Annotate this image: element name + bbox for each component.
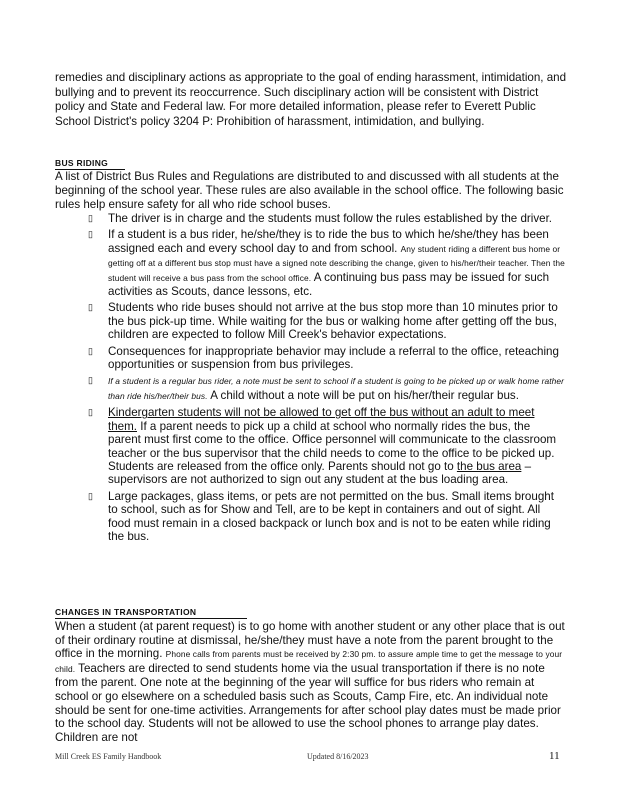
bullet-icon: ▯	[88, 407, 93, 418]
changes-small-text: Phone calls from parents must be received by 2:30 pm. to assure ample time to get the message to your child.	[55, 649, 563, 674]
list-item	[88, 406, 566, 486]
footer-updated-date: Updated 8/16/2023	[307, 752, 369, 761]
changes-paragraph	[55, 620, 567, 744]
section-heading-bus-riding	[55, 158, 125, 170]
heading-text: CHANGES IN TRANSPORTATION	[55, 607, 247, 619]
rule-underlined-text-2: the bus area	[456, 459, 522, 473]
rule-text: If a parent needs to pick up a child at school who normally rides the bus, the parent must first come to the office. Office personnel will communicate to the classroom teacher or the bus supervisor that the child needs to come to the office to be picked up. Students are released from the office only. Parents should not go to	[108, 419, 557, 473]
bullet-icon: ▯	[88, 345, 93, 356]
rule-small-text: Any student riding a different bus home or getting off at a different bus stop must have a signed note describing the change, given to his/her/their teacher. Then the student will receive a bus pass from the school office.	[108, 243, 565, 283]
list-item	[88, 374, 566, 403]
heading-text: BUS RIDING	[55, 158, 125, 170]
list-item	[88, 212, 566, 225]
bullet-icon: ▯	[88, 490, 93, 501]
section-heading-changes-in-transportation	[55, 607, 247, 619]
rule-italic-text: If a student is a regular bus rider, a note must be sent to school if a student is going to be picked up or walk home rather than ride his/her/their bus.	[108, 376, 565, 401]
list-item	[88, 490, 566, 544]
rule-text: The driver is in charge and the students must follow the rules established by the driver.	[108, 212, 553, 225]
rule-underlined-text: Kindergarten students will not be allowed to get off the bus without an adult to meet them.	[108, 406, 535, 433]
bus-rules-list	[88, 212, 566, 546]
rule-tail-text: – supervisors are not authorized to sign out any student at the bus loading area.	[108, 459, 532, 487]
rule-text: Students who ride buses should not arrive at the bus stop more than 10 minutes prior to the bus pick-up time. While waiting for the bus or walking home after getting off the bus, children are expected to follow Mill Creek's behavior expectations.	[108, 301, 558, 342]
list-item	[88, 228, 566, 298]
changes-text-b: Teachers are directed to send students home via the usual transportation if there is no note from the parent. One note at the beginning of the year will suffice for bus riders who remain at school or go elsewhere on a scheduled basis such as Scouts, Camp Fire, etc. An individual note should be sent for one-time activities. Arrangements for after school play dates must be made prior to the school day. Students will not be allowed to use the school phones to arrange play dates. Children are not	[55, 661, 561, 744]
page-number: 11	[549, 750, 560, 762]
bullet-icon: ▯	[88, 302, 93, 313]
list-item	[88, 301, 566, 341]
rule-text: Large packages, glass items, or pets are not permitted on the bus. Small items brought to school, such as for Show and Tell, are to be kept in containers and out of sight. All food must remain in a closed backpack or lunch box and is not to be eaten while riding the bus.	[108, 489, 554, 543]
list-item	[88, 345, 566, 372]
bullet-icon: ▯	[88, 229, 93, 240]
changes-text-a: When a student (at parent request) is to go home with another student or any other place that is out of their ordinary routine at dismissal, he/she/they must have a note from the parent brought to the office in the morning.	[55, 620, 565, 661]
bullet-icon: ▯	[88, 375, 93, 386]
bus-rules-intro: A list of District Bus Rules and Regulations are distributed to and discussed with all students at the beginning of the school year. These rules are also available in the school office. The following basic rules help ensure safety for all who ride school buses.	[55, 170, 564, 212]
rule-text: If a student is a bus rider, he/she/they is to ride the bus to which he/she/they has been assigned each and every school day to and from school.	[108, 228, 549, 255]
footer-handbook-title: Mill Creek ES Family Handbook	[55, 752, 162, 761]
rule-tail-text: A continuing bus pass may be issued for such activities as Scouts, dance lessons, etc.	[108, 270, 550, 299]
bullet-icon: ▯	[88, 213, 93, 223]
rule-text: Consequences for inappropriate behavior may include a referral to the office, reteaching opportunities or suspension from bus privileges.	[108, 344, 559, 372]
intro-paragraph: remedies and disciplinary actions as appropriate to the goal of ending harassment, intimidation, and bullying and to prevent its reoccurrence. Such disciplinary action will be consistent with District policy and State and Federal law. For more detailed information, please refer to Everett Public School District's policy 3204 P: Prohibition of harassment, intimidation, and bullying.	[55, 71, 567, 128]
rule-tail-text: A child without a note will be put on his/her/their regular bus.	[210, 388, 519, 402]
